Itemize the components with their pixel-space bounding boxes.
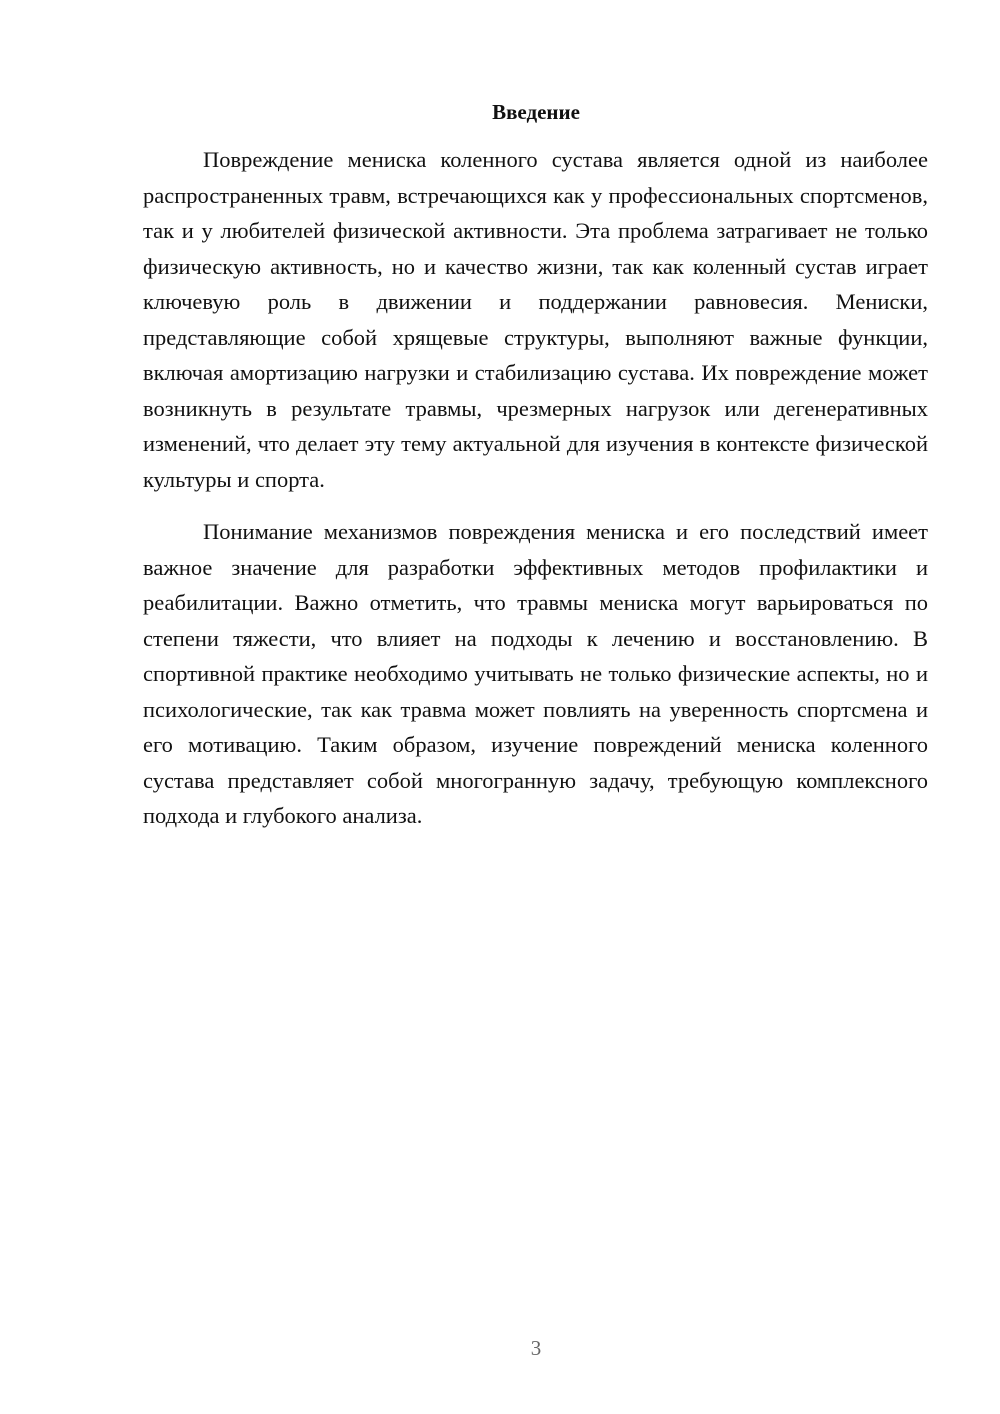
paragraph-2: Понимание механизмов повреждения мениска и его последствий имеет важное значение для разработки эффективных методов профилактики и реабилитации. Важно отметить, что травмы мениска могут варьироваться по степени тяжести, что влияет на подходы к лечению и восстановлению. В спортивной практике необходимо учитывать не только физические аспекты, но и психологические, так как травма может повлиять на уверенность спортсмена и его мотивацию. Таким образом, изучение повреждений мениска коленного сустава представляет собой многогранную задачу, требующую комплексного подхода и глубокого анализа. [143,519,928,828]
page-number: 3 [530,1336,542,1360]
body-text [143,142,928,834]
paragraph-1: Повреждение мениска коленного сустава является одной из наиболее распространенных травм, встречающихся как у профессиональных спортсменов, так и у любителей физической активности. Эта проблема затрагивает не только физическую активность, но и качество жизни, так как коленный сустав играет ключевую роль в движении и поддержании равновесия. Мениски, представляющие собой хрящевые структуры, выполняют важные функции, включая амортизацию нагрузки и стабилизацию сустава. Их повреждение может возникнуть в результате травмы, чрезмерных нагрузок или дегенеративных изменений, что делает эту тему актуальной для изучения в контексте физической культуры и спорта. [143,147,928,492]
section-heading: Введение [492,100,580,124]
